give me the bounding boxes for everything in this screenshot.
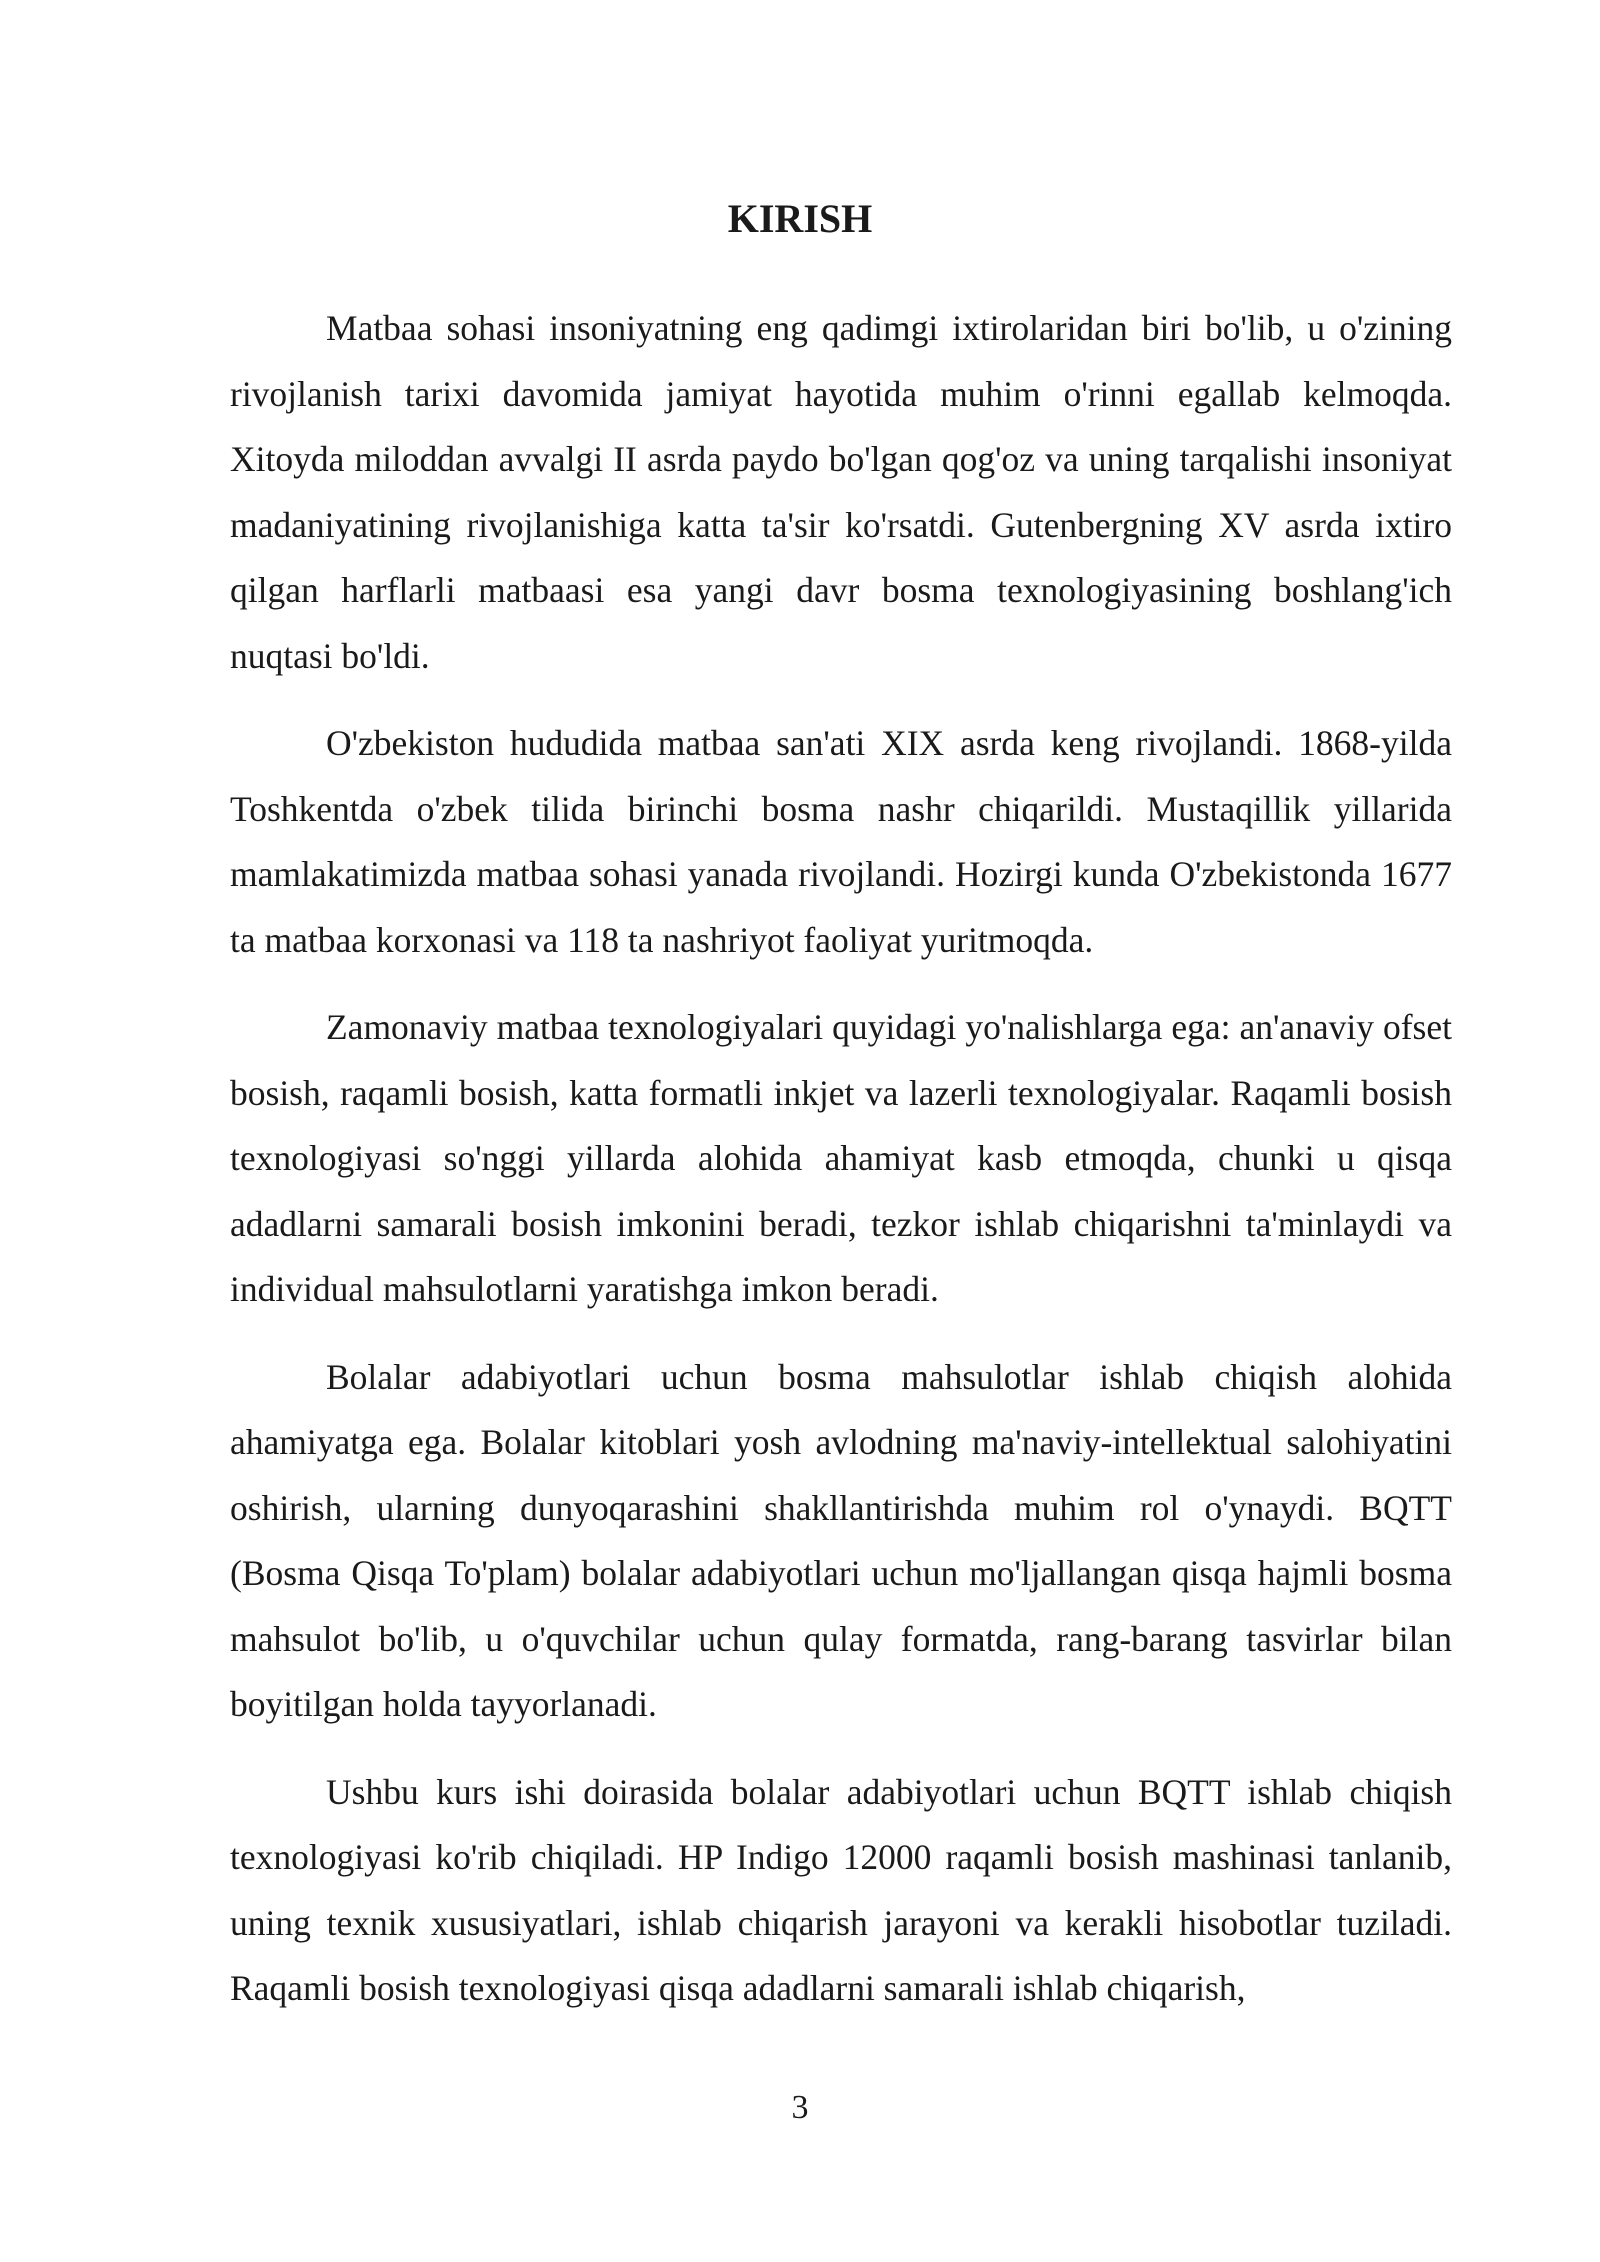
page-number: 3 (791, 2089, 809, 2126)
paragraph-4: Bolalar adabiyotlari uchun bosma mahsulotlar ishlab chiqish alohida ahamiyatga ega. Bolalar kitoblari yosh avlodning ma'naviy-intellektual salohiyatini oshirish, ularning dunyoqarashini shakllantirishda muhim rol o'ynaydi. BQTT (Bosma Qisqa To'plam) bolalar adabiyotlari uchun mo'ljallangan qisqa hajmli bosma mahsulot bo'lib, u o'quvchilar uchun qulay formatda, rang-barang tasvirlar bilan boyitilgan holda tayyorlanadi. (230, 1356, 1452, 1724)
paragraph-5: Ushbu kurs ishi doirasida bolalar adabiyotlari uchun BQTT ishlab chiqish texnologiyasi ko'rib chiqiladi. HP Indigo 12000 raqamli bosish mashinasi tanlanib, uning texnik xususiyatlari, ishlab chiqarish jarayoni va kerakli hisobotlar tuziladi. Raqamli bosish texnologiyasi qisqa adadlarni samarali ishlab chiqarish, (230, 1771, 1452, 2008)
paragraph-2: O'zbekiston hududida matbaa san'ati XIX asrda keng rivojlandi. 1868-yilda Toshkentda o'zbek tilida birinchi bosma nashr chiqarildi. Mustaqillik yillarida mamlakatimizda matbaa sohasi yanada rivojlandi. Hozirgi kunda O'zbekistonda 1677 ta matbaa korxonasi va 118 ta nashriyot faoliyat yuritmoqda. (230, 723, 1452, 960)
paragraph-3: Zamonaviy matbaa texnologiyalari quyidagi yo'nalishlarga ega: an'anaviy ofset bosish, raqamli bosish, katta formatli inkjet va lazerli texnologiyalar. Raqamli bosish texnologiyasi so'nggi yillarda alohida ahamiyat kasb etmoqda, chunki u qisqa adadlarni samarali bosish imkonini beradi, tezkor ishlab chiqarishni ta'minlaydi va individual mahsulotlarni yaratishga imkon beradi. (230, 1007, 1452, 1309)
page-title: KIRISH (727, 196, 873, 241)
paragraph-1: Matbaa sohasi insoniyatning eng qadimgi ixtirolaridan biri bo'lib, u o'zining rivojlanish tarixi davomida jamiyat hayotida muhim o'rinni egallab kelmoqda. Xitoyda miloddan avvalgi II asrda paydo bo'lgan qog'oz va uning tarqalishi insoniyat madaniyatining rivojlanishiga katta ta'sir ko'rsatdi. Gutenbergning XV asrda ixtiro qilgan harflarli matbaasi esa yangi davr bosma texnologiyasining boshlang'ich nuqtasi bo'ldi. (230, 308, 1452, 676)
body-text (230, 296, 1452, 2044)
